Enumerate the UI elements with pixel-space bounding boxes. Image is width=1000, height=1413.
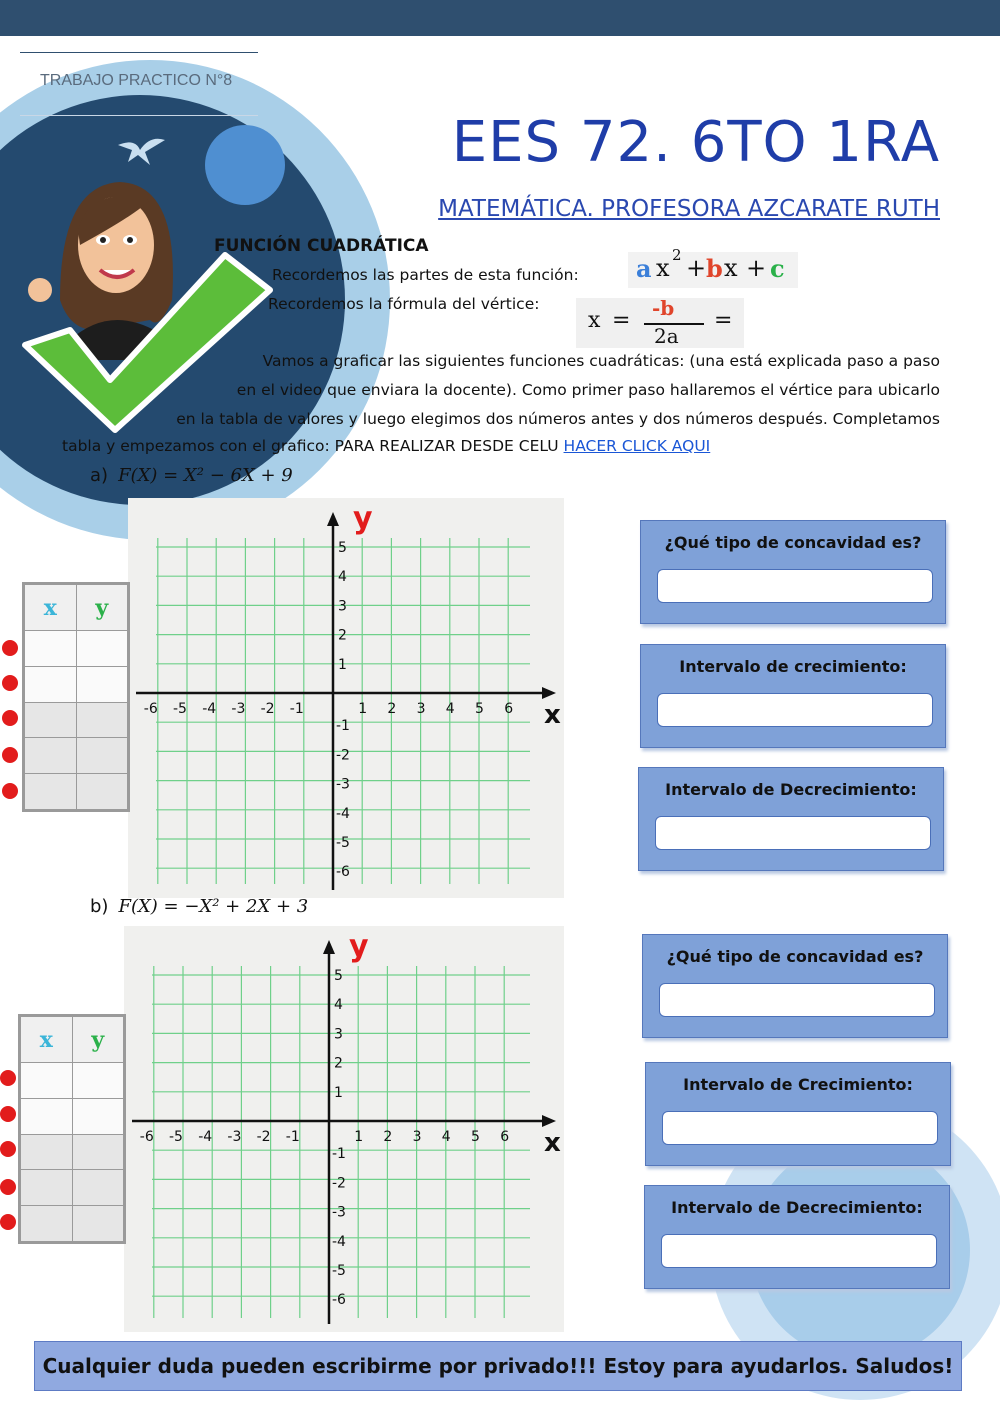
table-a-dot	[2, 640, 18, 656]
decrease-question-a: Intervalo de Decrecimiento:	[665, 780, 917, 799]
table-a-dot	[2, 675, 18, 691]
graph-b-x-tick: 5	[471, 1129, 480, 1145]
quadratic-formula-image	[628, 246, 798, 288]
concavity-input-a[interactable]	[657, 569, 933, 603]
table-a-dot	[2, 783, 18, 799]
graph-b-y-tick: 1	[334, 1084, 343, 1101]
vertex-denominator: 2a	[654, 324, 679, 348]
graph-a-x-tick: -1	[289, 701, 304, 717]
graph-a-x-tick: -2	[260, 701, 275, 717]
table-b-header-y: y	[72, 1017, 124, 1063]
table-b-dot	[0, 1106, 16, 1122]
table-cell[interactable]	[76, 738, 128, 774]
table-cell[interactable]	[21, 1134, 73, 1170]
graph-b-y-tick: -4	[332, 1233, 346, 1250]
decrease-input-b[interactable]	[661, 1234, 937, 1268]
graph-a-y-tick: 1	[338, 656, 347, 673]
intro-line-2: en el video que enviara la docente). Como primer paso hallaremos el vértice para ubicarlo	[236, 381, 940, 399]
table-a-header-y: y	[76, 585, 128, 631]
values-table-b	[18, 1014, 126, 1244]
graph-a-y-tick: -3	[336, 776, 350, 793]
graph-b-x-tick: -2	[256, 1129, 271, 1145]
graph-a-x-tick: 2	[387, 701, 397, 717]
graph-b-y-arrow	[323, 940, 335, 954]
parts-label: Recordemos las partes de esta función:	[272, 266, 579, 284]
header-line	[20, 52, 258, 53]
graph-b-x-tick: -6	[139, 1129, 154, 1145]
graph-b-svg	[124, 926, 564, 1332]
graph-a-y-tick: -4	[336, 805, 350, 822]
table-cell[interactable]	[21, 1063, 73, 1099]
graph-b-x-label: x	[544, 1128, 561, 1158]
vertex-label: Recordemos la fórmula del vértice:	[268, 295, 540, 313]
assignment-number: TRABAJO PRACTICO N°8	[20, 64, 258, 116]
decrease-input-a[interactable]	[655, 816, 931, 850]
growth-question-a: Intervalo de crecimiento:	[679, 657, 907, 676]
vertex-numerator: -b	[652, 296, 675, 320]
table-cell[interactable]	[76, 774, 128, 810]
values-table-a	[22, 582, 130, 812]
graph-b-y-tick: 2	[334, 1055, 343, 1072]
graph-a-x-tick: -3	[231, 701, 246, 717]
decrease-box-b	[644, 1185, 950, 1289]
growth-input-a[interactable]	[657, 693, 933, 727]
page-subtitle: MATEMÁTICA. PROFESORA AZCARATE RUTH	[438, 196, 940, 222]
formula-x-2: x	[724, 254, 738, 282]
background-small-circle	[205, 125, 285, 205]
table-cell[interactable]	[72, 1206, 124, 1242]
concavity-box-a	[640, 520, 946, 624]
growth-input-b[interactable]	[662, 1111, 938, 1145]
exercise-b-label	[90, 896, 308, 917]
graph-b-x-arrow	[542, 1115, 556, 1127]
table-cell[interactable]	[72, 1098, 124, 1134]
growth-box-a	[640, 644, 946, 748]
graph-b-x-tick: 1	[354, 1129, 364, 1145]
graph-b-y-label: y	[349, 929, 369, 964]
formula-exponent: 2	[672, 246, 682, 264]
table-cell[interactable]	[21, 1170, 73, 1206]
graph-a-x-tick: -5	[173, 701, 187, 717]
graph-b-y-tick: -6	[332, 1292, 346, 1309]
graph-a-y-tick: 3	[338, 598, 347, 615]
graph-a-x-tick: 3	[416, 701, 426, 717]
graph-a-y-tick: -5	[336, 835, 350, 851]
table-cell[interactable]	[25, 702, 77, 738]
section-title: FUNCIÓN CUADRÁTICA	[214, 236, 429, 256]
coef-a: a	[636, 254, 652, 283]
page-title: EES 72. 6TO 1RA	[451, 110, 940, 175]
intro-line-3: en la tabla de valores y luego elegimos dos números antes y dos números después. Completamos	[176, 410, 940, 428]
exercise-a-function: F(X) = X² − 6X + 9	[118, 465, 293, 486]
table-cell[interactable]	[25, 631, 77, 667]
table-a-dot	[2, 710, 18, 726]
table-a-dot	[2, 747, 18, 763]
graph-a[interactable]	[128, 498, 564, 898]
table-cell[interactable]	[21, 1098, 73, 1134]
graph-a-y-tick: 4	[338, 569, 347, 586]
graph-b-y-tick: -2	[332, 1175, 346, 1192]
graph-a-x-tick: 5	[475, 701, 484, 717]
graph-a-y-tick: -2	[336, 747, 350, 764]
decrease-question-b: Intervalo de Decrecimiento:	[671, 1198, 923, 1217]
graph-b-x-tick: 3	[412, 1129, 422, 1145]
graph-a-x-tick: 1	[358, 701, 368, 717]
graph-b-x-tick: -1	[285, 1129, 300, 1145]
table-b-dot	[0, 1141, 16, 1157]
graph-a-x-label: x	[544, 700, 561, 730]
graph-b-x-tick: 2	[383, 1129, 393, 1145]
vertex-eq-1: =	[612, 308, 631, 333]
graph-b-y-tick: -1	[332, 1146, 346, 1163]
graph-b-x-tick: 4	[441, 1129, 451, 1145]
coef-c: c	[770, 254, 785, 283]
graph-a-y-tick: -1	[336, 718, 350, 735]
table-cell[interactable]	[76, 631, 128, 667]
vertex-x: x	[588, 308, 601, 333]
graph-a-x-tick: -6	[143, 701, 158, 717]
growth-box-b	[645, 1062, 951, 1166]
graph-b-x-tick: -4	[198, 1129, 213, 1145]
graph-a-y-tick: -6	[336, 864, 350, 881]
concavity-box-b	[642, 934, 948, 1038]
concavity-input-b[interactable]	[659, 983, 935, 1017]
graph-b-x-tick: -5	[169, 1129, 183, 1145]
table-cell[interactable]	[72, 1170, 124, 1206]
graph-b-x-tick: 6	[500, 1129, 510, 1145]
vertex-eq-2: =	[714, 308, 733, 333]
top-bar	[0, 0, 1000, 36]
exercise-a-letter: a)	[90, 465, 109, 486]
graph-a-svg	[128, 498, 564, 898]
concavity-question-a: ¿Qué tipo de concavidad es?	[664, 533, 922, 552]
graph-a-y-arrow	[327, 512, 339, 526]
table-cell[interactable]	[72, 1134, 124, 1170]
table-cell[interactable]	[76, 702, 128, 738]
click-here-link[interactable]: HACER CLICK AQUI	[563, 437, 711, 455]
graph-a-x-tick: -4	[202, 701, 217, 717]
table-cell[interactable]	[76, 666, 128, 702]
table-cell[interactable]	[21, 1206, 73, 1242]
table-cell[interactable]	[25, 774, 77, 810]
intro-line-4-text: tabla y empezamos con el grafico: PARA REALIZAR DESDE CELU	[62, 437, 559, 455]
vertex-formula-image	[576, 298, 744, 348]
formula-plus-2: +	[746, 254, 767, 282]
graph-b-y-tick: 5	[334, 968, 343, 984]
exercise-b-letter: b)	[90, 896, 109, 917]
graph-b-y-tick: 3	[334, 1026, 343, 1043]
graph-b-y-tick: 4	[334, 997, 343, 1014]
graph-a-x-tick: 4	[445, 701, 455, 717]
intro-line-1: Vamos a graficar las siguientes funciones cuadráticas: (una está explicada paso a paso	[262, 352, 940, 370]
formula-plus-1: +	[686, 254, 707, 282]
intro-line-4	[62, 437, 710, 455]
exercise-b-function: F(X) = −X² + 2X + 3	[118, 896, 309, 917]
table-a-header-x: x	[25, 585, 77, 631]
coef-b: b	[706, 254, 723, 283]
table-cell[interactable]	[72, 1063, 124, 1099]
graph-b-y-tick: -5	[332, 1263, 346, 1279]
table-b-dot	[0, 1179, 16, 1195]
table-b-dot	[0, 1070, 16, 1086]
graph-a-x-tick: 6	[504, 701, 514, 717]
graph-a-y-label: y	[353, 501, 373, 536]
footer-message: Cualquier duda pueden escribirme por privado!!! Estoy para ayudarlos. Saludos!	[34, 1341, 962, 1391]
decrease-box-a	[638, 767, 944, 871]
graph-b[interactable]	[124, 926, 564, 1332]
formula-x: x	[656, 254, 670, 282]
graph-a-x-arrow	[542, 687, 556, 699]
graph-a-y-tick: 5	[338, 540, 347, 556]
graph-a-y-tick: 2	[338, 627, 347, 644]
table-cell[interactable]	[25, 666, 77, 702]
graph-b-x-tick: -3	[227, 1129, 242, 1145]
exercise-a-label	[90, 465, 293, 486]
table-cell[interactable]	[25, 738, 77, 774]
table-b-header-x: x	[21, 1017, 73, 1063]
table-b-dot	[0, 1214, 16, 1230]
concavity-question-b: ¿Qué tipo de concavidad es?	[666, 947, 924, 966]
growth-question-b: Intervalo de Crecimiento:	[683, 1075, 913, 1094]
graph-b-y-tick: -3	[332, 1204, 346, 1221]
